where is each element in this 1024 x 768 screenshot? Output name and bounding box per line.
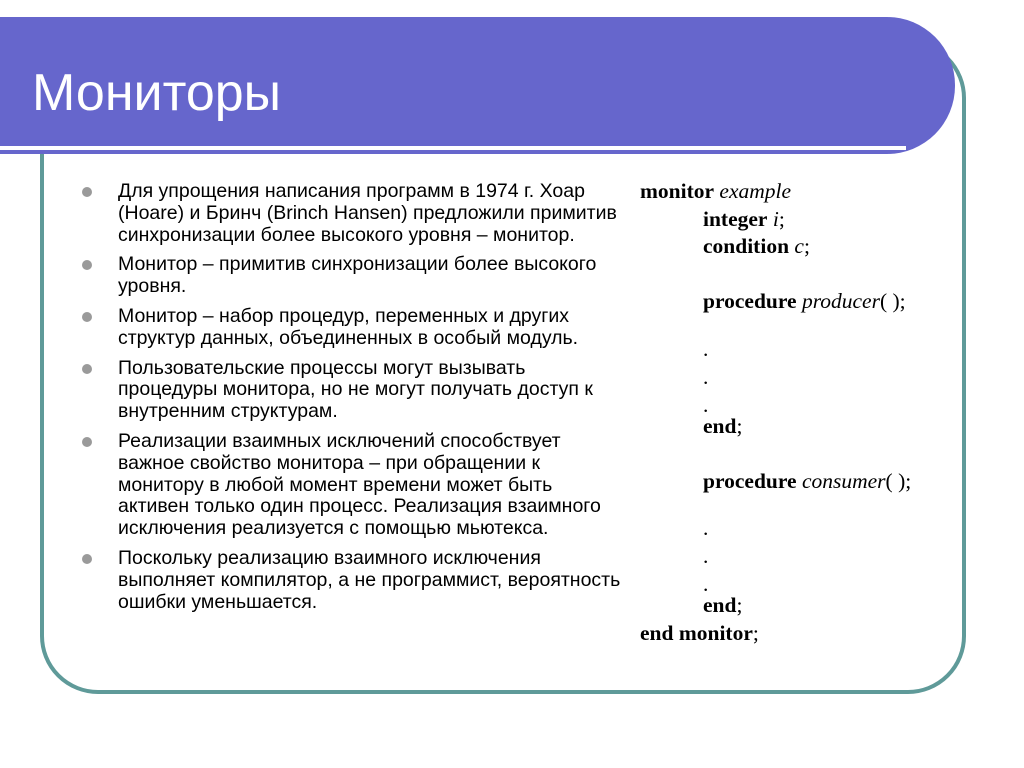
code-line-integer: integer i; — [703, 207, 785, 231]
code-line-dot: . — [703, 393, 709, 417]
bullet-text: Пользовательские процессы могут вызывать процедуры монитора, но не могут получать доступ к внутренним структурам. — [118, 356, 593, 423]
slide-title: Мониторы — [32, 64, 282, 122]
bullet-text: Поскольку реализацию взаимного исключения выполняет компилятор, а не программист, вероятность ошибки уменьшается. — [118, 546, 621, 613]
bullet-dot-icon — [82, 312, 92, 322]
bullet-text: Монитор – набор процедур, переменных и других структур данных, объединенных в особый модуль. — [118, 304, 579, 349]
bullet-dot-icon — [82, 437, 92, 447]
code-line-dot: . — [703, 365, 709, 389]
bullet-item — [78, 254, 623, 298]
code-line-end-producer: end; — [703, 414, 743, 438]
code-line-end-monitor: end monitor; — [640, 621, 759, 645]
bullet-text: Реализации взаимных исключений способствует важное свойство монитора – при обращении к монитору в любой момент времени может быть активен только один процесс. Реализация взаимного исключения реализуется с помощью мьютекса. — [118, 429, 601, 540]
code-line-dot: . — [703, 516, 709, 540]
bullet-item — [78, 306, 623, 350]
title-underline — [0, 146, 906, 150]
bullet-list — [78, 181, 623, 621]
bullet-text: Монитор – примитив синхронизации более высокого уровня. — [118, 253, 597, 298]
bullet-dot-icon — [82, 187, 92, 197]
bullet-dot-icon — [82, 260, 92, 270]
code-line-dot: . — [703, 337, 709, 361]
bullet-dot-icon — [82, 364, 92, 374]
code-line-dot: . — [703, 572, 709, 596]
code-line-dot: . — [703, 544, 709, 568]
bullet-item — [78, 548, 623, 613]
bullet-text: Для упрощения написания программ в 1974 г. Хоар (Hoare) и Бринч (Brinch Hansen) предложили примитив синхронизации более высокого уровня – монитор. — [118, 180, 617, 246]
code-line-monitor: monitor example — [640, 179, 792, 203]
bullet-item — [78, 181, 623, 246]
code-line-procedure-producer: procedure producer( ); — [703, 289, 906, 313]
bullet-dot-icon — [82, 554, 92, 564]
code-line-procedure-consumer: procedure consumer( ); — [703, 469, 912, 493]
bullet-item — [78, 431, 623, 540]
code-line-end-consumer: end; — [703, 593, 743, 617]
bullet-item — [78, 358, 623, 423]
code-line-condition: condition c; — [703, 234, 810, 258]
title-bar — [0, 17, 955, 154]
